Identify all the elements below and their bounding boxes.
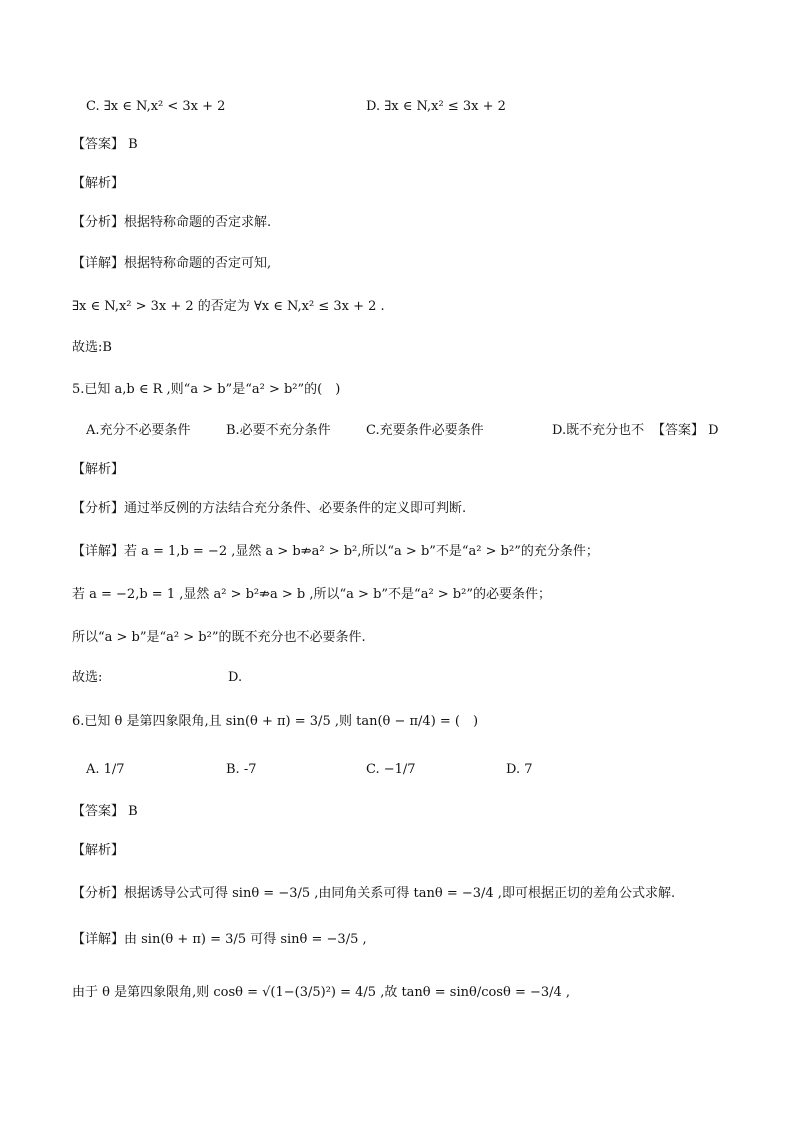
q5-choose-label: 故选: xyxy=(72,670,103,685)
q6-fenxi: 【分析】根据诱导公式可得 sinθ = −3/5 ,由同角关系可得 tanθ = −3/4 ,即可根据正切的差角公式求解. xyxy=(72,886,676,901)
q5-option-d: D.既不充分也不 xyxy=(552,423,645,438)
q5-option-c: C.充要条件必要条件 xyxy=(366,423,484,438)
q4-choose: 故选:B xyxy=(72,340,112,355)
q4-option-d: D. ∃x ∈ N,x² ≤ 3x + 2 xyxy=(366,99,506,114)
q6-option-d: D. 7 xyxy=(506,762,533,777)
q6-solution-line: 由于 θ 是第四象限角,则 cosθ = √(1−(3/5)²) = 4/5 ,故 tanθ = sinθ/cosθ = −3/4 , xyxy=(72,985,571,1000)
q5-analysis-heading: 【解析】 xyxy=(72,462,125,477)
q6-stem: 6.已知 θ 是第四象限角,且 sin(θ + π) = 3/5 ,则 tan(θ − π/4) = ( ) xyxy=(72,714,479,729)
q4-answer: 【答案】 B xyxy=(72,137,138,152)
q4-solution-line: ∃x ∈ N,x² > 3x + 2 的否定为 ∀x ∈ N,x² ≤ 3x + 2 . xyxy=(72,299,385,314)
q5-fenxi: 【分析】通过举反例的方法结合充分条件、必要条件的定义即可判断. xyxy=(72,501,467,516)
q6-answer: 【答案】 B xyxy=(72,804,138,819)
q5-stem: 5.已知 a,b ∈ R ,则“a > b”是“a² > b²”的( ) xyxy=(72,382,341,397)
q5-solution-line-2: 若 a = −2,b = 1 ,显然 a² > b²⇏a > b ,所以“a > b”不是“a² > b²”的必要条件； xyxy=(72,587,551,602)
q6-option-c: C. −1/7 xyxy=(366,762,416,777)
q5-choose-value: D. xyxy=(228,670,243,685)
q5-option-b: B.必要不充分条件 xyxy=(226,423,331,438)
q5-option-a: A.充分不必要条件 xyxy=(86,423,191,438)
q6-option-b: B. -7 xyxy=(226,762,257,777)
q4-option-c: C. ∃x ∈ N,x² < 3x + 2 xyxy=(86,99,226,114)
q5-solution-line-3: 所以“a > b”是“a² > b²”的既不充分也不必要条件. xyxy=(72,630,366,645)
q4-fenxi: 【分析】根据特称命题的否定求解. xyxy=(72,215,272,230)
q6-option-a: A. 1/7 xyxy=(86,762,125,777)
q5-xiangjie: 【详解】若 a = 1,b = −2 ,显然 a > b⇏a² > b²,所以“a > b”不是“a² > b²”的充分条件； xyxy=(72,544,599,559)
q4-analysis-heading: 【解析】 xyxy=(72,176,125,191)
q6-analysis-heading: 【解析】 xyxy=(72,843,125,858)
q4-xiangjie: 【详解】根据特称命题的否定可知, xyxy=(72,256,272,271)
q5-answer: 【答案】 D xyxy=(652,423,719,438)
q6-xiangjie: 【详解】由 sin(θ + π) = 3/5 可得 sinθ = −3/5 , xyxy=(72,932,367,947)
